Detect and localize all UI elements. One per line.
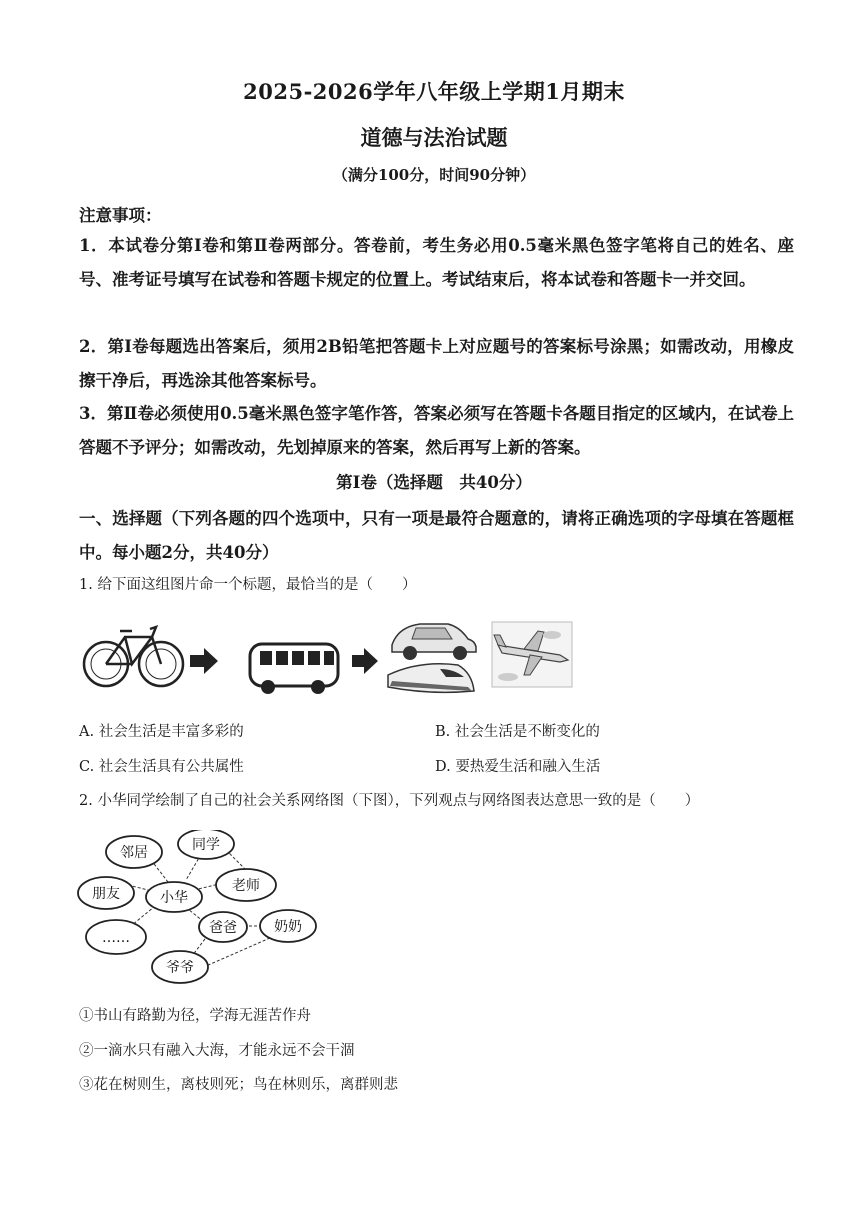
statement-2: ②一滴水只有融入大海，才能永远不会干涸 bbox=[79, 1043, 355, 1059]
node-teacher-label: 老师 bbox=[232, 878, 260, 894]
exam-subject: 道德与法治试题 bbox=[360, 125, 508, 150]
q1-option-a[interactable]: A. 社会生活是丰富多彩的 bbox=[79, 724, 244, 740]
node-grandpa-label: 爷爷 bbox=[166, 960, 194, 976]
arrow-right-icon bbox=[352, 648, 378, 674]
exam-title: 2025-2026学年八年级上学期1月期末 bbox=[243, 79, 625, 104]
node-grandma-label: 奶奶 bbox=[274, 919, 302, 935]
section-instruction: 一、选择题（下列各题的四个选项中，只有一项是最符合题意的，请将正确选项的字母填在答题框中。每小题2分，共40分） bbox=[79, 509, 794, 562]
note-item-2: 2．第Ⅰ卷每题选出答案后，须用2B铅笔把答题卡上对应题号的答案标号涂黑；如需改动，用橡皮擦干净后，再选涂其他答案标号。 bbox=[79, 337, 794, 390]
q1-option-c[interactable]: C. 社会生活具有公共属性 bbox=[79, 759, 244, 775]
airplane-icon bbox=[492, 622, 572, 687]
arrow-right-icon bbox=[190, 648, 218, 674]
section-heading: 第Ⅰ卷（选择题 共40分） bbox=[336, 473, 532, 492]
bicycle-icon bbox=[84, 627, 183, 686]
node-others-label: …… bbox=[102, 930, 130, 946]
q1-option-b[interactable]: B. 社会生活是不断变化的 bbox=[435, 724, 600, 740]
bus-icon bbox=[250, 644, 338, 694]
node-dad-label: 爸爸 bbox=[209, 920, 237, 936]
node-friend-label: 朋友 bbox=[92, 886, 120, 902]
score-time-note: （满分100分，时间90分钟） bbox=[332, 166, 536, 184]
note-item-1: 1．本试卷分第Ⅰ卷和第Ⅱ卷两部分。答卷前，考生务必用0.5毫米黑色签字笔将自己的姓名、座号、准考证号填写在试卷和答题卡规定的位置上。考试结束后，将本试卷和答题卡一并交回。 bbox=[79, 236, 794, 289]
social-network-diagram bbox=[76, 830, 326, 990]
note-item-3: 3．第Ⅱ卷必须使用0.5毫米黑色签字笔作答，答案必须写在答题卡各题目指定的区域内，在试卷上答题不予评分；如需改动，先划掉原来的答案，然后再写上新的答案。 bbox=[79, 404, 794, 457]
node-neighbor-label: 邻居 bbox=[120, 845, 148, 861]
node-center-label: 小华 bbox=[160, 890, 188, 906]
transport-evolution-figure bbox=[80, 607, 575, 707]
question-1-stem: 1. 给下面这组图片命一个标题，最恰当的是（ ） bbox=[79, 577, 417, 593]
car-icon bbox=[392, 624, 476, 660]
statement-3: ③花在树则生，离枝则死；鸟在林则乐，离群则悲 bbox=[79, 1077, 398, 1093]
node-classmate-label: 同学 bbox=[192, 837, 220, 853]
notes-heading: 注意事项： bbox=[79, 206, 162, 225]
train-icon bbox=[388, 664, 474, 693]
q1-option-d[interactable]: D. 要热爱生活和融入生活 bbox=[435, 759, 601, 775]
statement-1: ①书山有路勤为径，学海无涯苦作舟 bbox=[79, 1008, 311, 1024]
question-2-stem: 2. 小华同学绘制了自己的社会关系网络图（下图），下列观点与网络图表达意思一致的是（ ） bbox=[79, 793, 700, 809]
